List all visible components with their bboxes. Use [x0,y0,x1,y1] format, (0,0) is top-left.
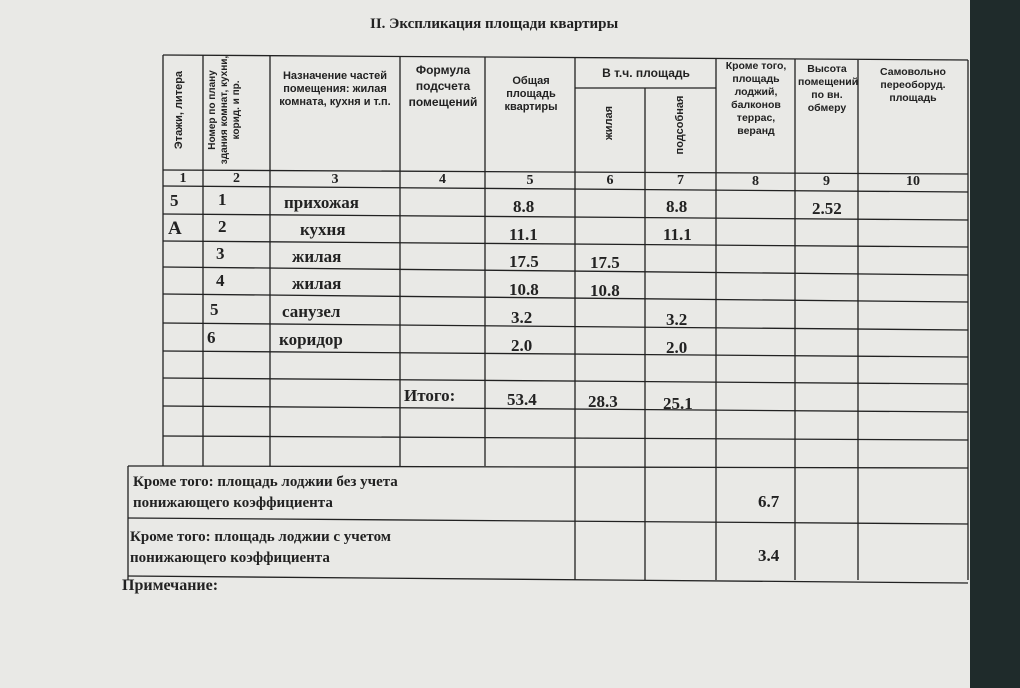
row-name: санузел [282,302,341,321]
totals-aux: 25.1 [663,394,693,413]
colnum-6: 6 [606,173,614,188]
totals-living: 28.3 [588,392,618,411]
header-floor-litera: Этажи, литера [173,70,185,150]
row-total: 8.8 [513,197,535,216]
document-title: II. Экспликация площади квартиры [370,16,619,32]
row-number: 1 [218,190,227,209]
row-height: 2.52 [812,199,842,218]
row-number: 2 [218,217,227,236]
row-aux: 3.2 [666,310,688,329]
row-aux: 2.0 [666,338,688,357]
background-dark-surface [970,0,1020,688]
floor-value: 5 [170,191,179,210]
loggia-with-coefficient-label: Кроме того: площадь лоджии с учетом понижающего коэффициента [130,529,392,566]
row-name: жилая [292,247,342,266]
colnum-2: 2 [233,171,240,186]
row-number: 6 [207,328,216,347]
header-room-number [207,55,243,165]
row-name: жилая [292,274,342,293]
row-aux: 11.1 [663,225,692,244]
colnum-3: 3 [331,172,339,187]
row-name: кухня [300,220,346,239]
header-room-number-text: Номер по плану здания комнат, кухни, корид. и пр. [207,55,242,165]
row-total: 11.1 [509,225,538,244]
colnum-1: 1 [179,171,187,186]
colnum-5: 5 [526,173,534,188]
totals-label: Итого: [404,386,456,405]
colnum-7: 7 [677,173,684,188]
header-auxiliary: подсобная [674,95,686,155]
colnum-4: 4 [439,172,446,187]
loggia-without-coefficient-value: 6.7 [758,492,780,511]
row-total: 3.2 [511,308,533,327]
row-total: 2.0 [511,336,533,355]
header-purpose: Назначение частей помещения: жилая комната, кухня и т.п. [279,70,391,108]
colnum-10: 10 [906,174,920,189]
colnum-9: 9 [823,174,830,189]
header-height: Высота помещений по вн. обмеру [798,63,859,114]
header-loggia: Кроме того, площадь лоджий, балконов террас, веранд [725,60,787,137]
row-living: 10.8 [590,281,620,300]
header-total-area: Общая площадь квартиры [504,75,558,113]
header-formula: Формула подсчета помещений [408,63,478,109]
litera-value: А [168,218,182,239]
loggia-with-coefficient-value: 3.4 [758,546,780,565]
row-number: 5 [210,300,219,319]
row-number: 4 [216,271,225,290]
note-label: Примечание: [122,577,219,594]
loggia-without-coefficient-label: Кроме того: площадь лоджии без учета понижающего коэффициента [133,474,398,511]
colnum-8: 8 [752,174,759,189]
header-unauthorized: Самовольно переоборуд. площадь [880,66,946,104]
totals-total: 53.4 [507,390,537,409]
row-number: 3 [216,244,225,263]
header-living: жилая [603,105,615,141]
row-total: 10.8 [509,280,539,299]
row-name: коридор [279,330,343,349]
row-total: 17.5 [509,252,539,271]
header-incl-area: В т.ч. площадь [602,66,690,80]
row-living: 17.5 [590,253,620,272]
row-aux: 8.8 [666,197,688,216]
row-name: прихожая [284,193,359,212]
